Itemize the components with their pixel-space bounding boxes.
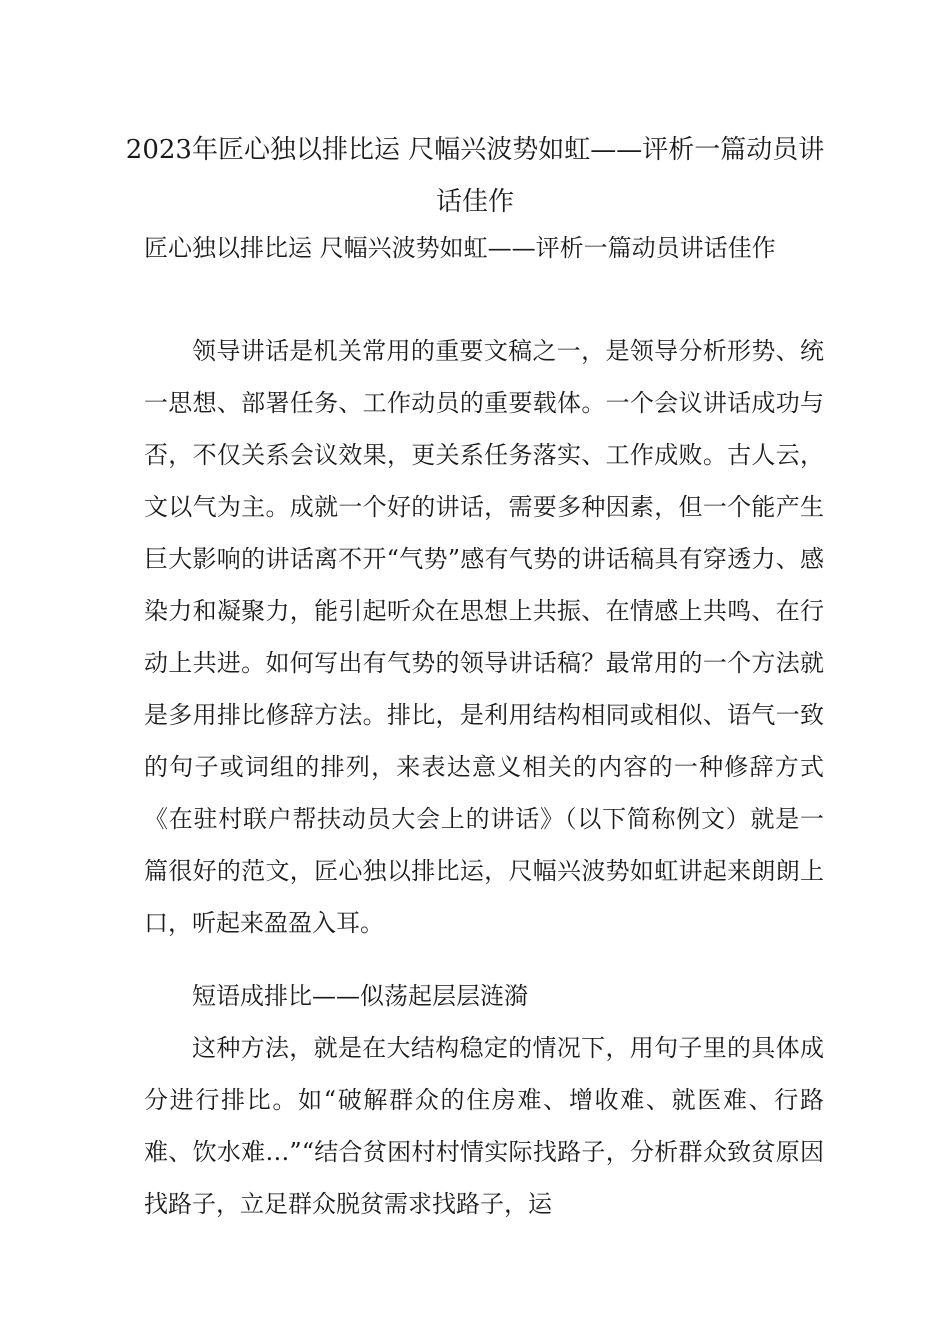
document-subtitle: 匠心独以排比运 尺幅兴波势如虹——评析一篇动员讲话佳作 — [144, 234, 776, 262]
document-title: 2023年匠心独以排比运 尺幅兴波势如虹——评析一篇动员讲话佳作 — [125, 135, 825, 217]
body-paragraph — [144, 325, 824, 949]
section-heading: 短语成排比——似荡起层层涟漪 — [192, 982, 528, 1010]
body-paragraph — [144, 970, 824, 1022]
paragraph-method: 这种方法，就是在大结构稳定的情况下，用句子里的具体成分进行排比。如“破解群众的住房难、增收难、就医难、行路难、饮水难…”“结合贫困村村情实际找路子，分析群众致贫原因找路子，立足群众脱贫需求找路子，运 — [144, 1034, 824, 1218]
body-paragraph — [144, 1022, 824, 1230]
paragraph-intro: 领导讲话是机关常用的重要文稿之一，是领导分析形势、统一思想、部署任务、工作动员的重要载体。一个会议讲话成功与否，不仅关系会议效果，更关系任务落实、工作成败。古人云，文以气为主。成就一个好的讲话，需要多种因素，但一个能产生巨大影响的讲话离不开“气势”感有气势的讲话稿具有穿透力、感染力和凝聚力，能引起听众在思想上共振、在情感上共鸣、在行动上共进。如何写出有气势的领导讲话稿？最常用的一个方法就是多用排比修辞方法。排比，是利用结构相同或相似、语气一致的句子或词组的排列，来表达意义相关的内容的一种修辞方式《在驻村联户帮扶动员大会上的讲话》（以下简称例文）就是一篇很好的范文，匠心独以排比运，尺幅兴波势如虹讲起来朗朗上口，听起来盈盈入耳。 — [144, 337, 824, 937]
